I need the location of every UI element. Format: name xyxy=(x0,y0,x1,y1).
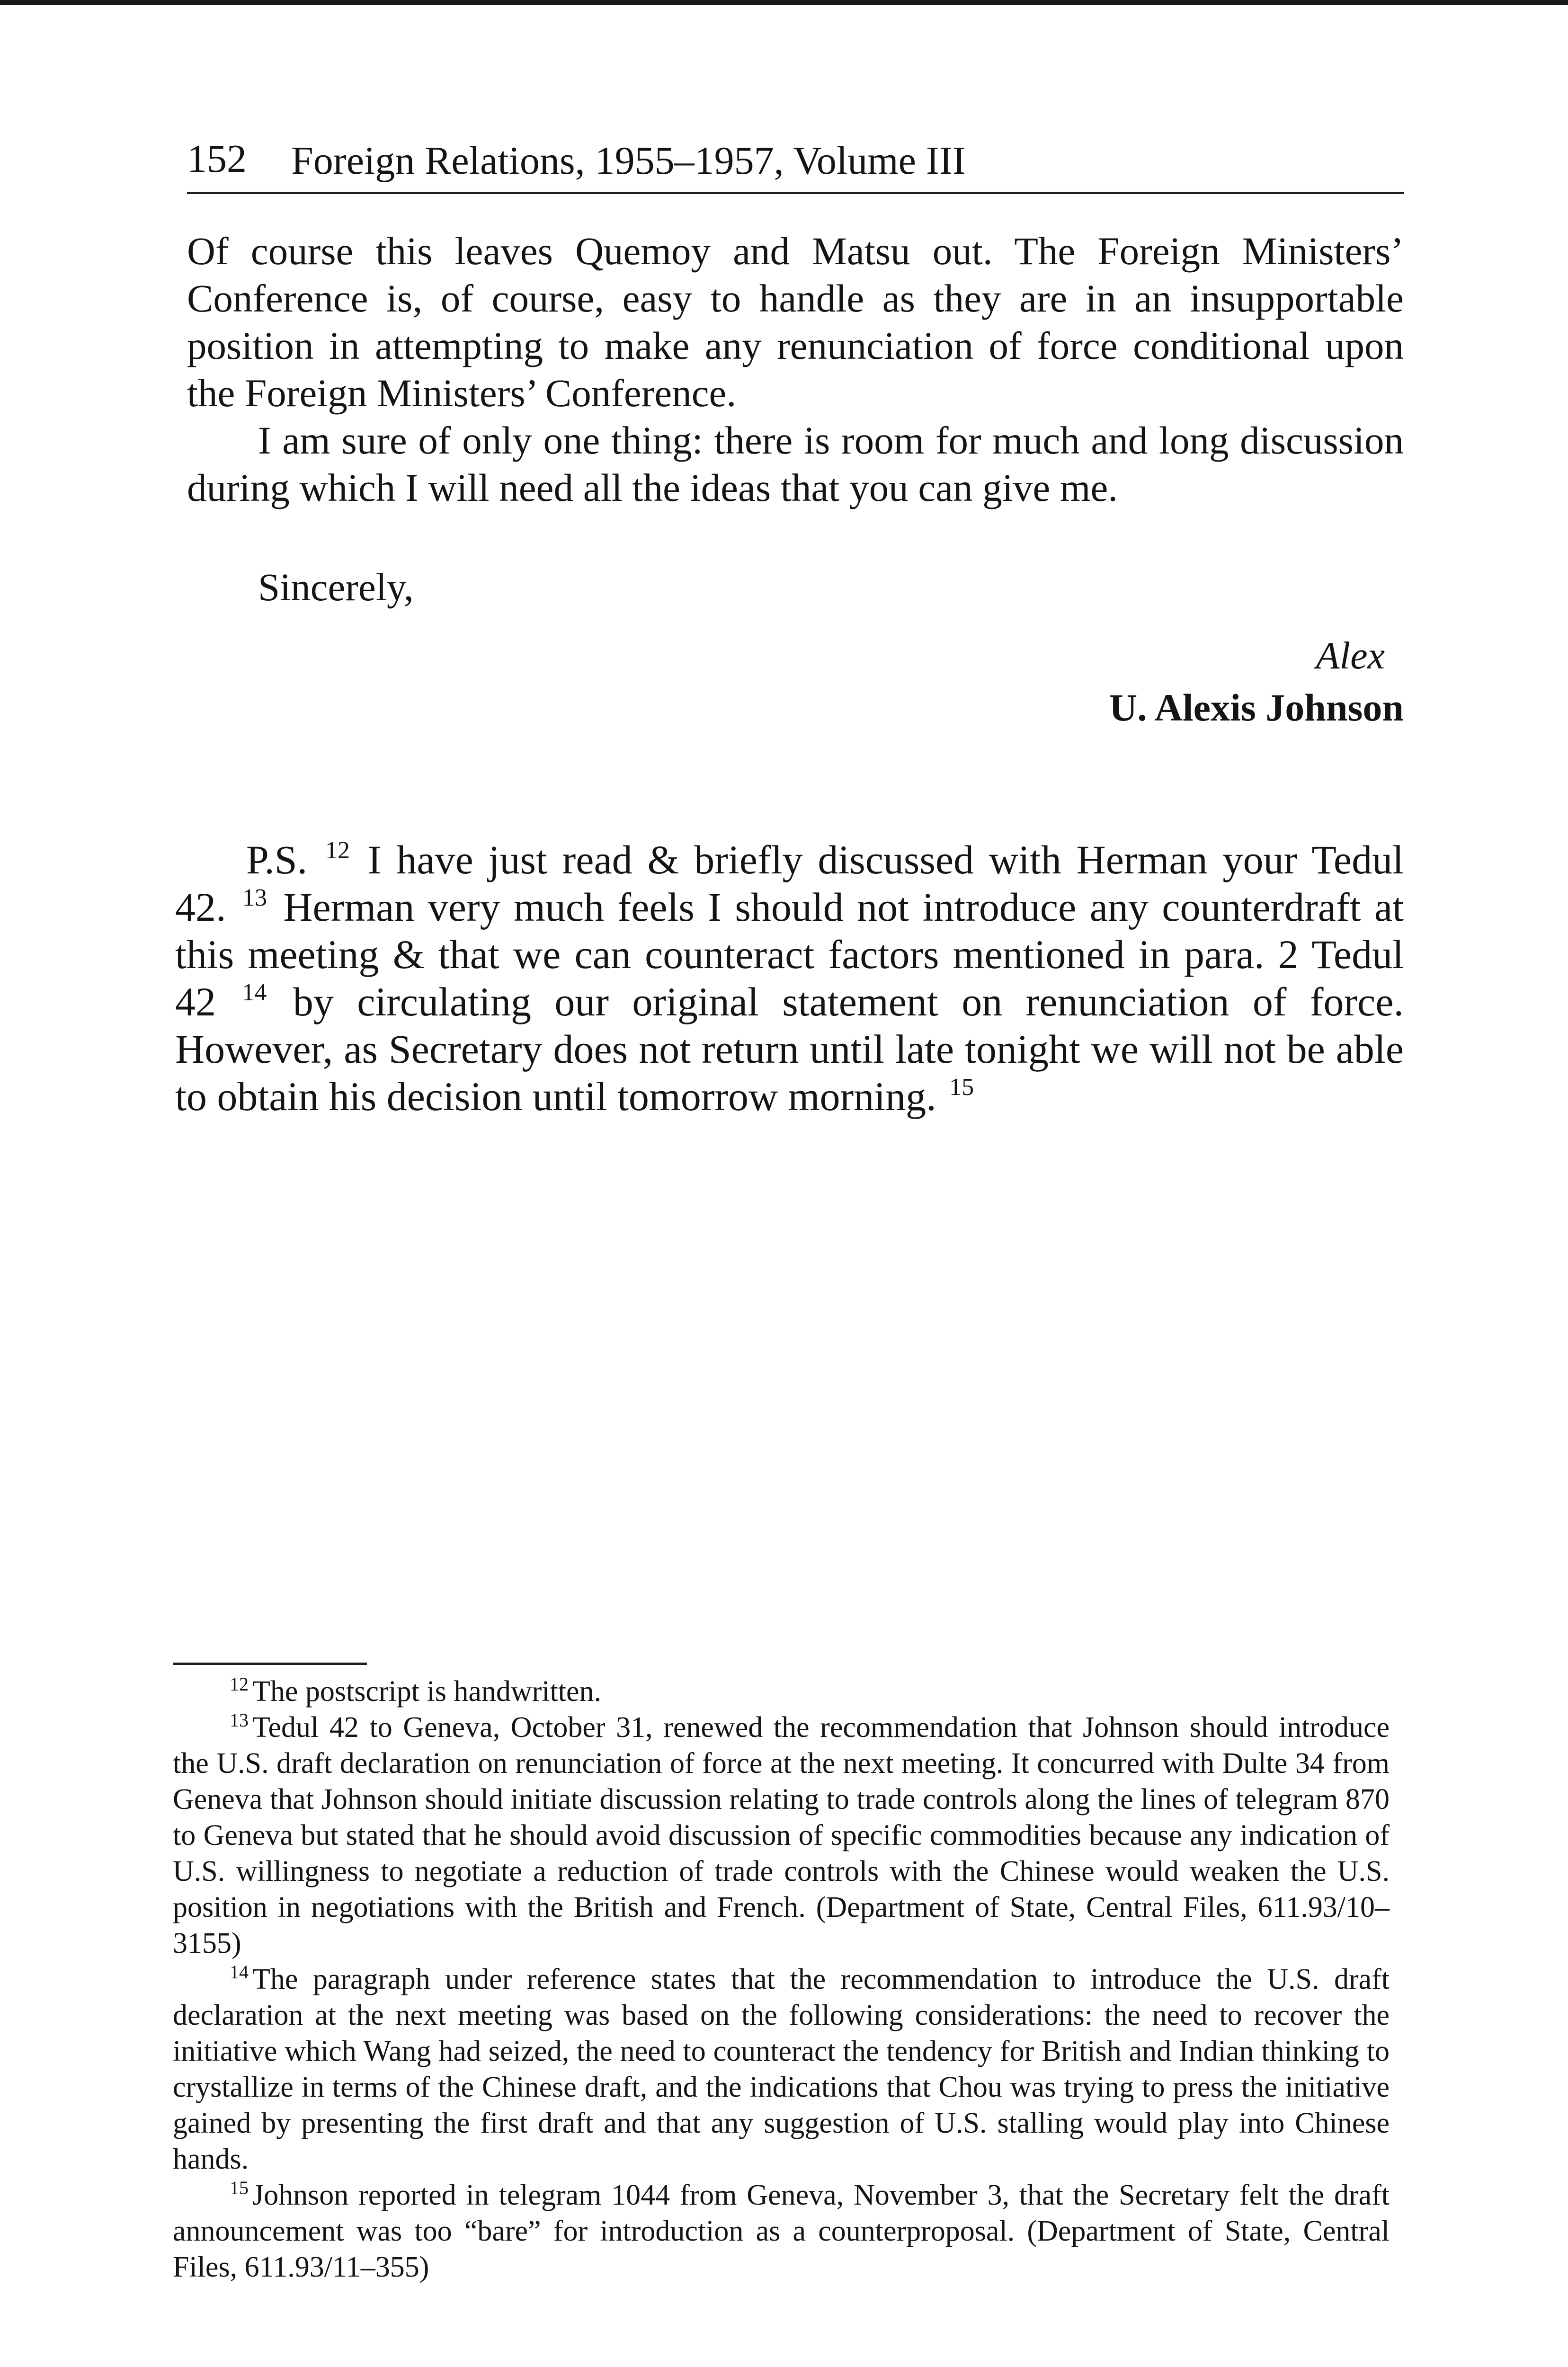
page-number: 152 xyxy=(187,137,247,181)
running-title: Foreign Relations, 1955–1957, Volume III xyxy=(291,139,966,183)
footnote-ref-12[interactable]: 12 xyxy=(325,837,350,864)
footnotes xyxy=(173,1673,1390,2285)
footnote-ref-14[interactable]: 14 xyxy=(242,979,267,1006)
footnote-15 xyxy=(173,2177,1390,2285)
footnote-14 xyxy=(173,1961,1390,2177)
postscript-text-1: I have just read & briefly discussed with Herman your Tedul 42. xyxy=(175,837,1404,930)
handwritten-signature: Alex xyxy=(1316,634,1385,677)
footnote-text: Tedul 42 to Geneva, October 31, renewed the recommendation that Johnson should introduce the U.S. draft declaration on renunciation of force at the next meeting. It concurred with Dulte 34 from Geneva that Johnson should initiate discussion relating to trade controls along the lines of telegram 870 to Geneva but stated that he should avoid discussion of specific commodities because any indication of U.S. willingness to negotiate a reduction of trade controls with the Chinese would weaken the U.S. position in negotiations with the British and French. (Department of State, Central Files, 611.93/10–3155) xyxy=(173,1711,1390,1959)
postscript-text-3: by circulating our original statement on renunciation of force. However, as Secretary does not return until late tonight we will not be able to obtain his decision until tomorrow morning. xyxy=(175,979,1404,1119)
letter-body xyxy=(187,227,1404,731)
page-top-edge xyxy=(0,0,1568,5)
postscript-text-2: Herman very much feels I should not introduce any counterdraft at this meeting & that we can counteract factors mentioned in para. 2 Tedul 42 xyxy=(175,884,1404,1024)
footnote-ref-15[interactable]: 15 xyxy=(949,1074,974,1101)
footnote-separator xyxy=(173,1663,367,1665)
typed-signature: U. Alexis Johnson xyxy=(1109,686,1404,729)
footnote-text: Johnson reported in telegram 1044 from Geneva, November 3, that the Secretary felt the draft announcement was too “bare” for introduction as a counterproposal. (Department of State, Central Files, 611.93/11–355) xyxy=(173,2179,1390,2283)
footnote-13 xyxy=(173,1709,1390,1961)
footnote-number: 12 xyxy=(230,1673,249,1695)
footnote-number: 13 xyxy=(230,1709,249,1731)
footnote-text: The postscript is handwritten. xyxy=(252,1675,601,1708)
body-paragraph-2: I am sure of only one thing: there is room for much and long discussion during which I will need all the ideas that you can give me. xyxy=(187,418,1404,509)
page-header xyxy=(187,123,1404,194)
postscript-paragraph xyxy=(175,836,1404,1120)
postscript-label: P.S. xyxy=(246,837,308,882)
footnote-12 xyxy=(173,1673,1390,1709)
closing-salutation: Sincerely, xyxy=(258,565,414,609)
footnote-number: 15 xyxy=(230,2177,249,2198)
body-paragraph-1: Of course this leaves Quemoy and Matsu out. The Foreign Ministers’ Conference is, of course, easy to handle as they are in an insupportable position in attempting to make any renunciation of force conditional upon the Foreign Ministers’ Conference. xyxy=(187,229,1404,415)
footnote-number: 14 xyxy=(230,1961,249,1983)
footnote-text: The paragraph under reference states that the recommendation to introduce the U.S. draft declaration at the next meeting was based on the following considerations: the need to recover the initiative which Wang had seized, the need to counteract the tendency for British and Indian thinking to crystallize in terms of the Chinese draft, and the indications that Chou was trying to press the initiative gained by presenting the first draft and that any suggestion of U.S. stalling would play into Chinese hands. xyxy=(173,1963,1390,2175)
footnote-ref-13[interactable]: 13 xyxy=(242,884,267,911)
